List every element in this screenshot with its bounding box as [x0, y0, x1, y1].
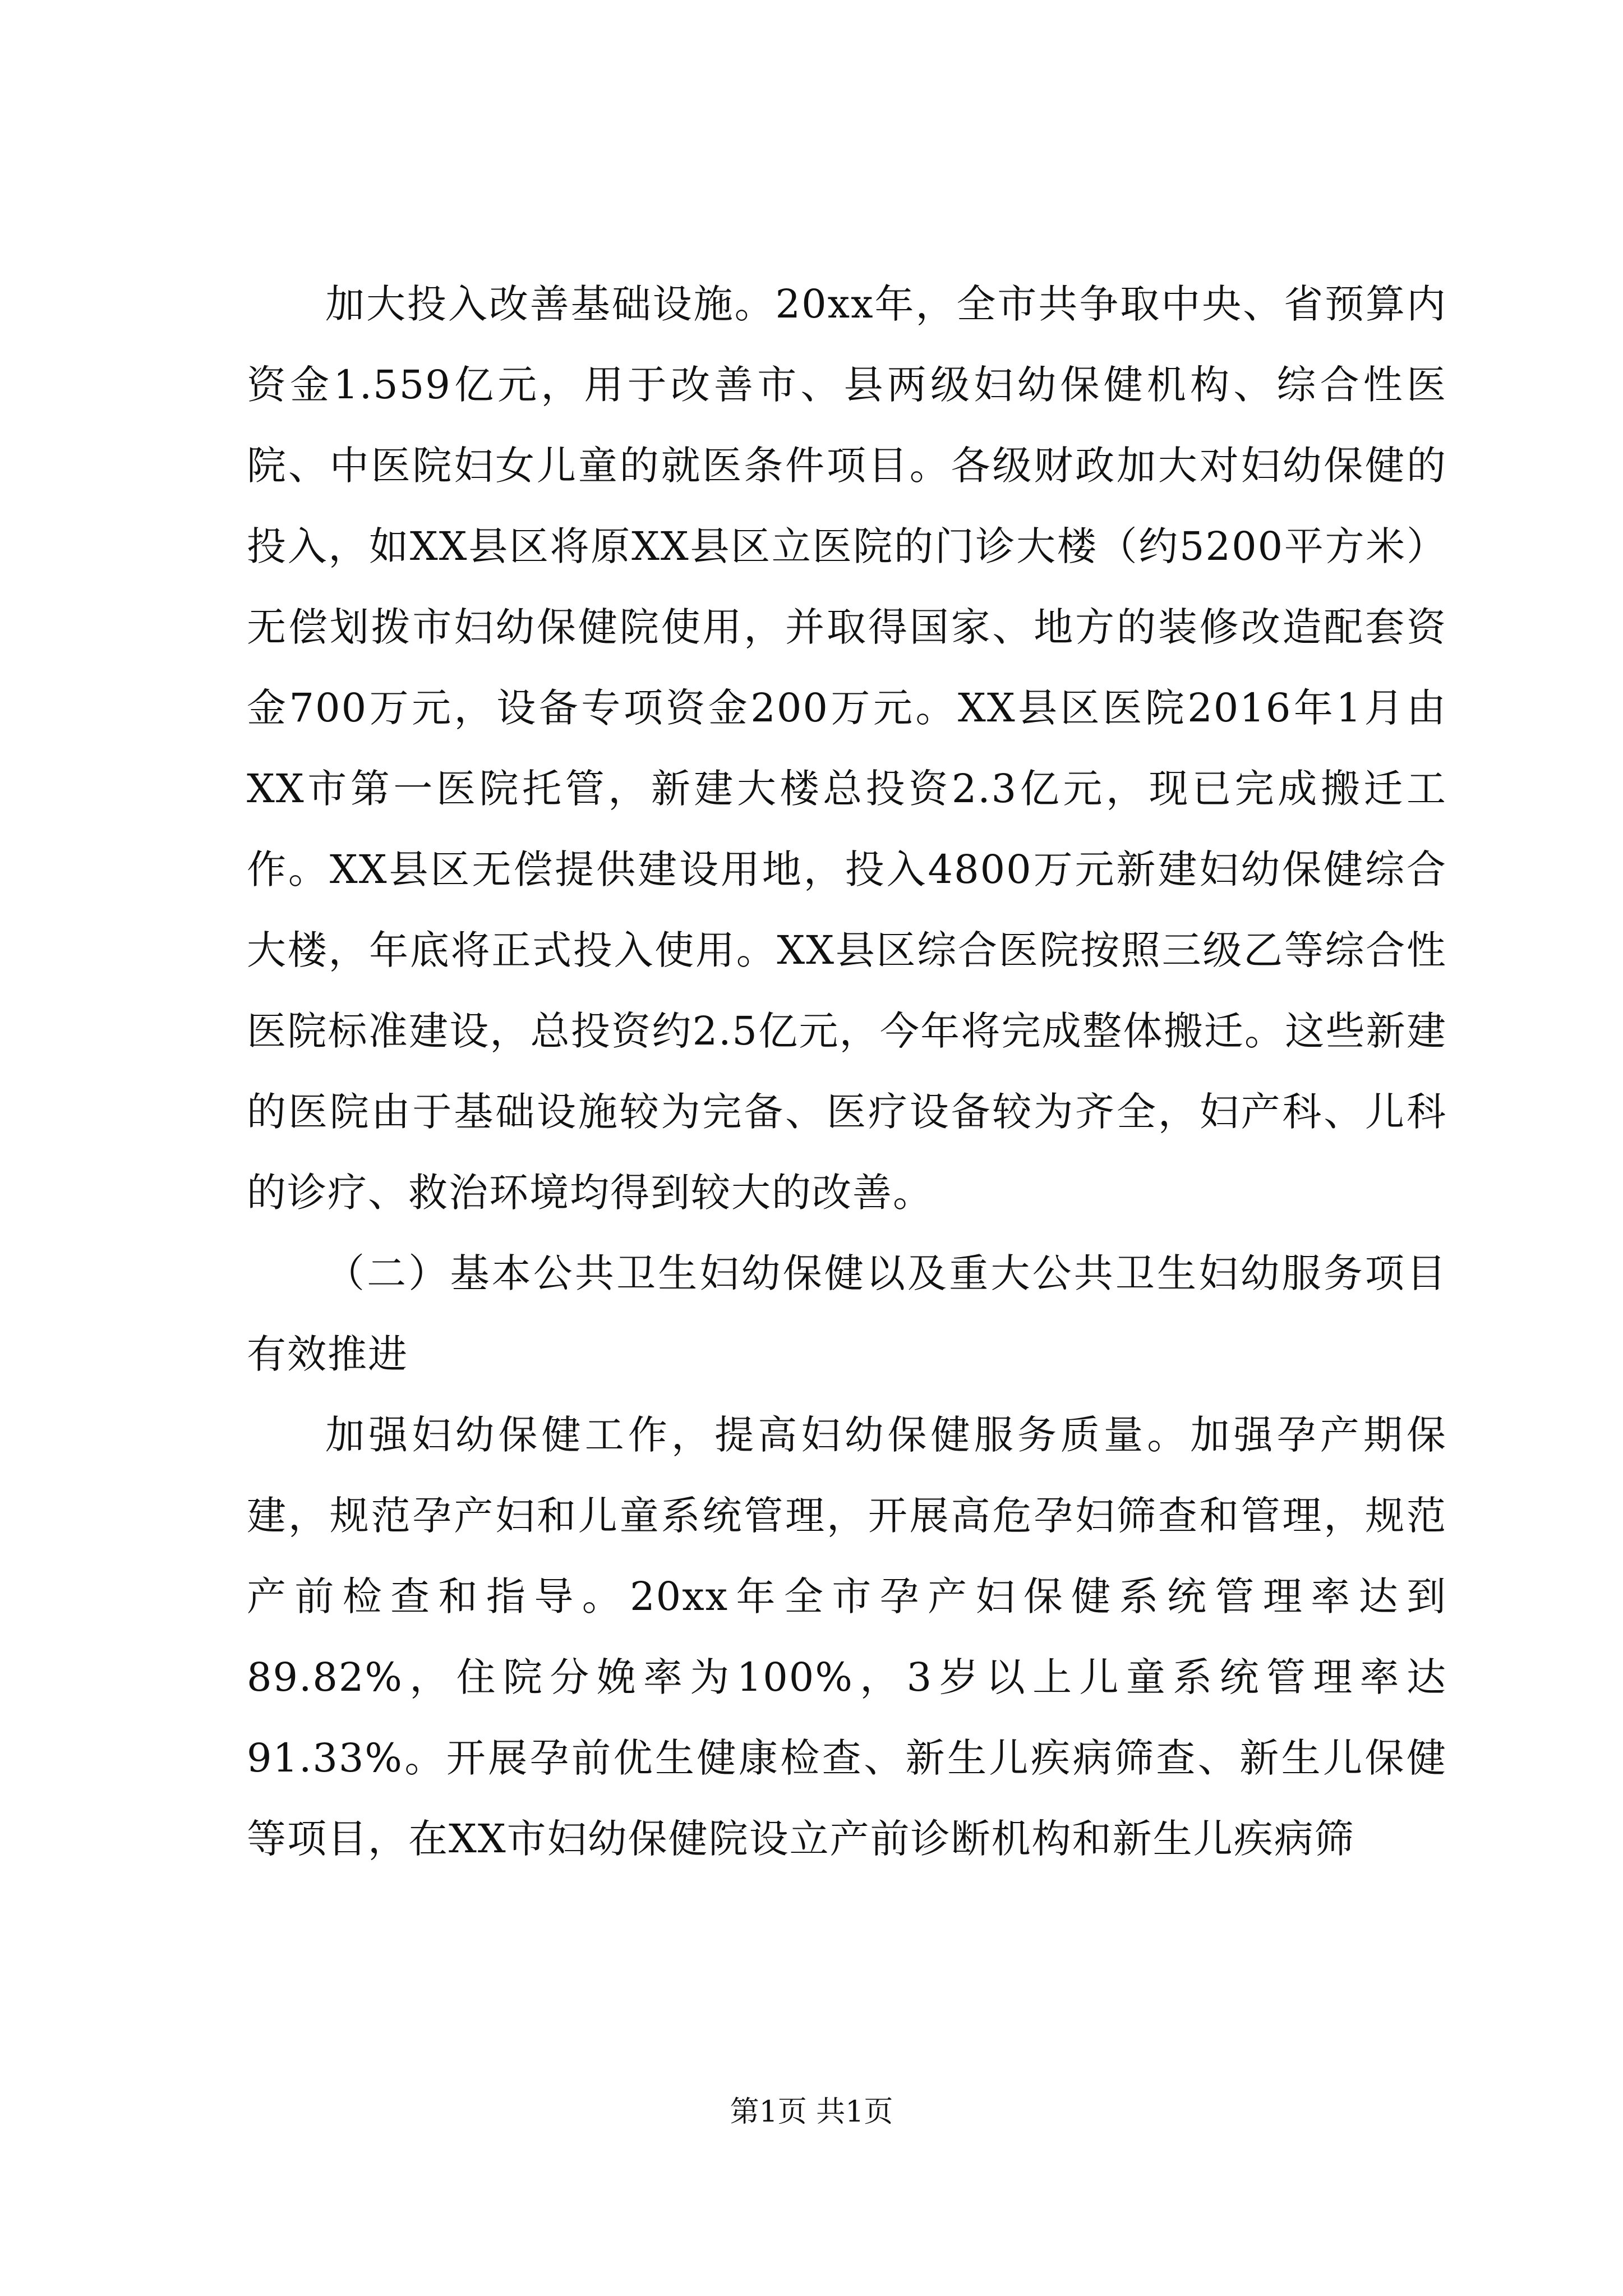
- page-footer: [0, 2092, 1623, 2132]
- section-heading-public-health: （二）基本公共卫生妇幼保健以及重大公共卫生妇幼服务项目有效推进: [247, 1250, 1447, 1377]
- page-number-label: 第1页 共1页: [730, 2095, 893, 2129]
- paragraph-infrastructure: 加大投入改善基础设施。20xx年，全市共争取中央、省预算内资金1.559亿元，用于改善市、县两级妇幼保健机构、综合性医院、中医院妇女儿童的就医条件项目。各级财政加大对妇幼保健的投入，如XX县区将原XX县区立医院的门诊大楼（约5200平方米）无偿划拨市妇幼保健院使用，并取得国家、地方的装修改造配套资金700万元，设备专项资金200万元。XX县区医院2016年1月由XX市第一医院托管，新建大楼总投资2.3亿元，现已完成搬迁工作。XX县区无偿提供建设用地，投入4800万元新建妇幼保健综合大楼，年底将正式投入使用。XX县区综合医院按照三级乙等综合性医院标准建设，总投资约2.5亿元，今年将完成整体搬迁。这些新建的医院由于基础设施较为完备、医疗设备较为齐全，妇产科、儿科的诊疗、救治环境均得到较大的改善。: [247, 281, 1447, 1216]
- paragraph-maternal-child-care: 加强妇幼保健工作，提高妇幼保健服务质量。加强孕产期保建，规范孕产妇和儿童系统管理，开展高危孕妇筛查和管理，规范产前检查和指导。20xx年全市孕产妇保健系统管理率达到89.82%，住院分娩率为100%，3岁以上儿童系统管理率达91.33%。开展孕前优生健康检查、新生儿疾病筛查、新生儿保健等项目，在XX市妇幼保健院设立产前诊断机构和新生儿疾病筛: [247, 1412, 1447, 1862]
- document-body: [247, 264, 1447, 1879]
